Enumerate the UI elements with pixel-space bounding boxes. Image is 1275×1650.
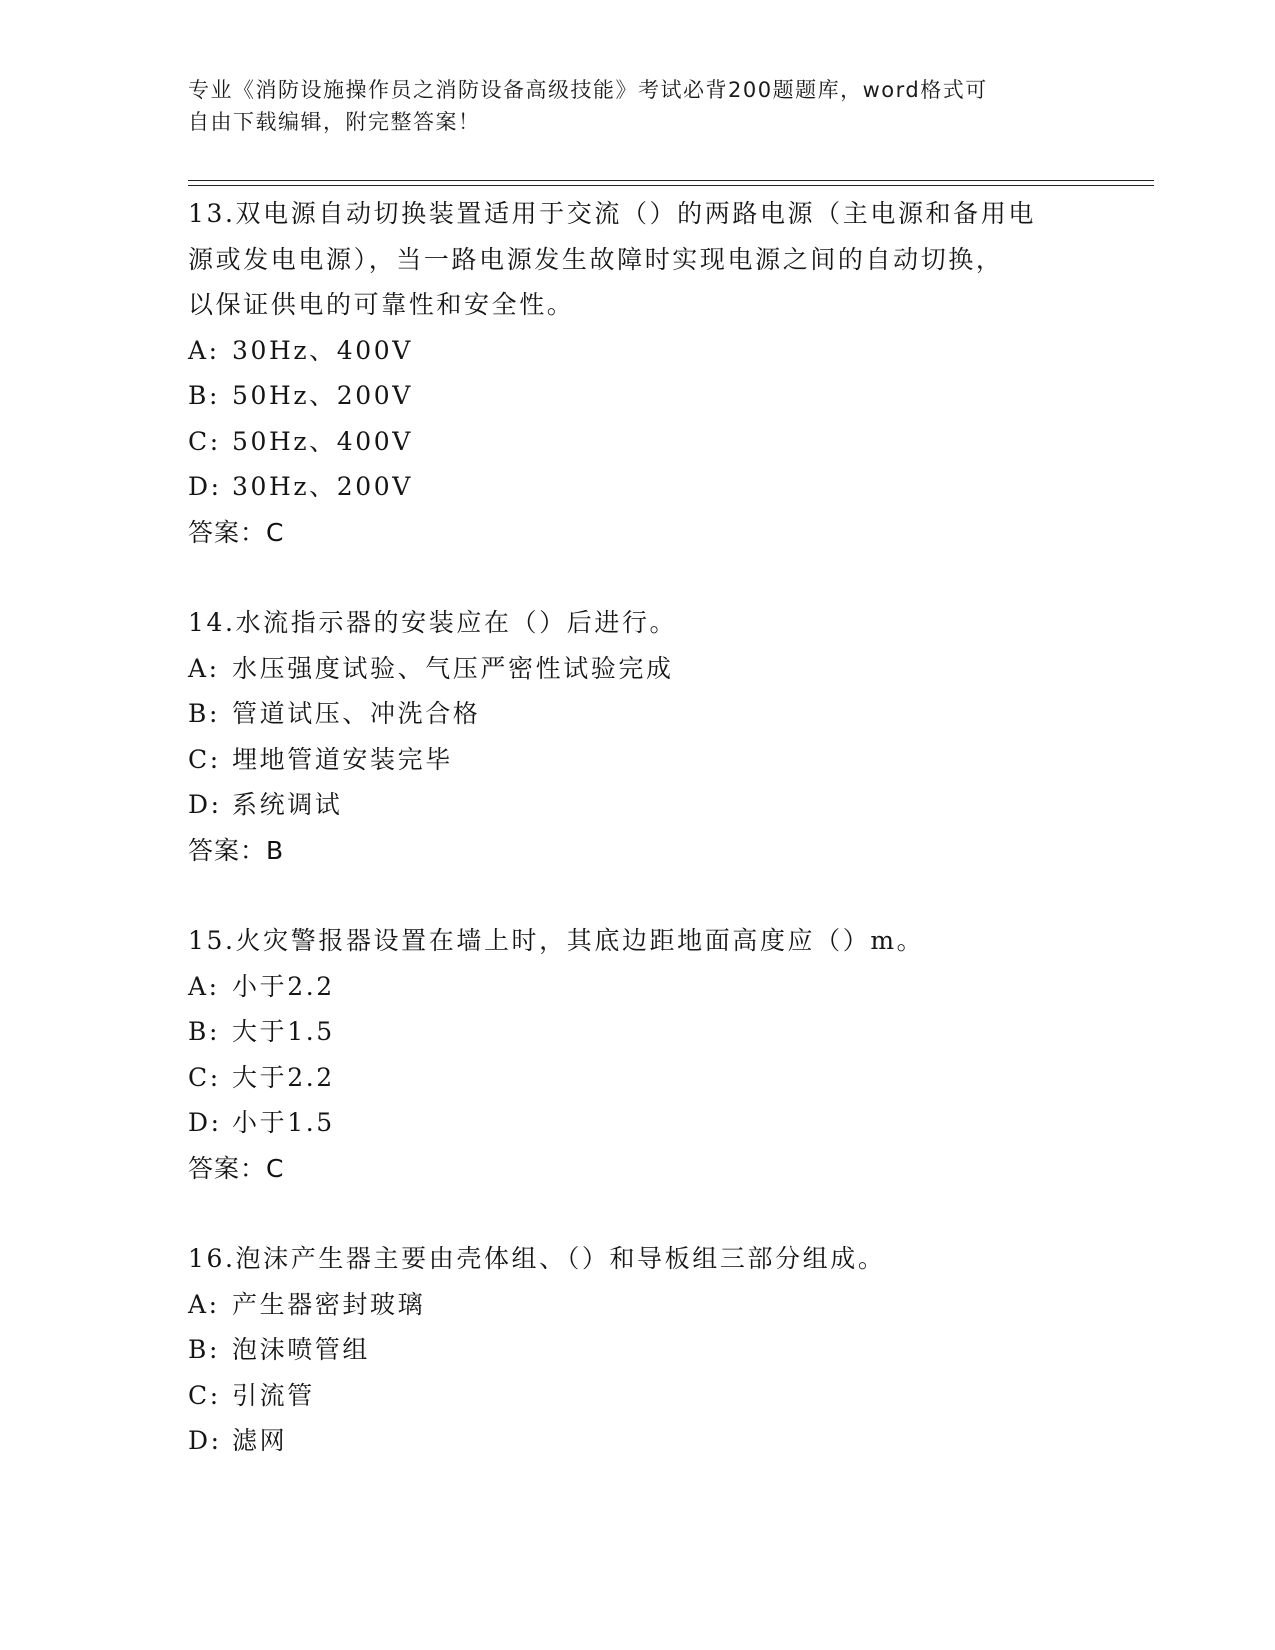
option-d [188,1100,1088,1146]
option-key: C: [188,744,221,774]
option-key: A: [188,653,220,683]
option-key: D: [188,1108,222,1137]
question-spacer [188,555,1088,600]
stem-line: 14.水流指示器的安装应在（）后进行。 [188,608,678,637]
option-d [188,464,1088,510]
option-text: 30Hz、200V [232,472,413,501]
option-b [188,373,1088,419]
option-a [188,964,1088,1010]
header-divider-bottom [188,185,1154,186]
answer-line: 答案：C [188,517,285,547]
option-key: D: [188,1426,222,1455]
option-c [188,737,1088,783]
option-key: A: [188,971,220,1001]
option-b [188,691,1088,737]
header-line-2: 自由下载编辑，附完整答案！ [188,110,481,134]
option-text: 小于1.5 [232,1108,335,1137]
option-text: 滤网 [232,1426,288,1455]
option-text: 50Hz、200V [232,381,413,410]
option-key: D: [188,790,222,819]
header-divider-top [188,180,1154,181]
option-text: 系统调试 [232,790,343,819]
stem-line: 源或发电电源），当一路电源发生故障时实现电源之间的自动切换， [188,244,1004,274]
option-c [188,419,1088,465]
option-a [188,646,1088,692]
option-text: 泡沫喷管组 [232,1335,371,1364]
answer-line: 答案：C [188,1153,285,1183]
question-list [188,191,1088,1464]
option-text: 产生器密封玻璃 [232,1289,426,1319]
question-stem [188,918,1088,964]
question-14 [188,600,1088,873]
question-stem [188,191,1088,328]
option-key: B: [188,1335,220,1364]
stem-line: 13.双电源自动切换装置适用于交流（）的两路电源（主电源和备用电 [188,199,1036,228]
option-text: 管道试压、冲洗合格 [232,699,481,728]
document-header [188,74,1088,138]
option-key: B: [188,1017,220,1046]
stem-line: 以保证供电的可靠性和安全性。 [188,290,575,319]
option-c [188,1373,1088,1419]
option-key: D: [188,472,222,501]
option-text: 引流管 [232,1380,315,1410]
option-text: 埋地管道安装完毕 [232,744,453,774]
option-text: 大于1.5 [232,1017,335,1046]
option-key: C: [188,1380,221,1410]
stem-line: 16.泡沫产生器主要由壳体组、（）和导板组三部分组成。 [188,1244,886,1273]
option-key: C: [188,1062,221,1092]
option-text: 50Hz、400V [232,426,413,456]
option-d [188,782,1088,828]
option-b [188,1009,1088,1055]
question-stem [188,600,1088,646]
option-key: B: [188,699,220,728]
question-15 [188,918,1088,1191]
stem-line: 15.火灾警报器设置在墙上时，其底边距地面高度应（）m。 [188,926,925,955]
option-c [188,1055,1088,1101]
question-13 [188,191,1088,555]
question-spacer [188,873,1088,918]
question-16 [188,1236,1088,1464]
option-d [188,1418,1088,1464]
option-key: A: [188,1289,220,1319]
header-line-1: 专业《消防设施操作员之消防设备高级技能》考试必背200题题库，word格式可 [188,78,988,102]
option-key: B: [188,381,220,410]
option-key: A: [188,335,220,365]
option-text: 小于2.2 [232,971,335,1001]
option-text: 30Hz、400V [232,335,413,365]
option-text: 水压强度试验、气压严密性试验完成 [232,653,674,683]
option-key: C: [188,426,221,456]
option-text: 大于2.2 [232,1062,335,1092]
question-spacer [188,1191,1088,1236]
option-a [188,328,1088,374]
question-stem [188,1236,1088,1282]
option-b [188,1327,1088,1373]
option-a [188,1282,1088,1328]
answer-line: 答案：B [188,835,285,865]
